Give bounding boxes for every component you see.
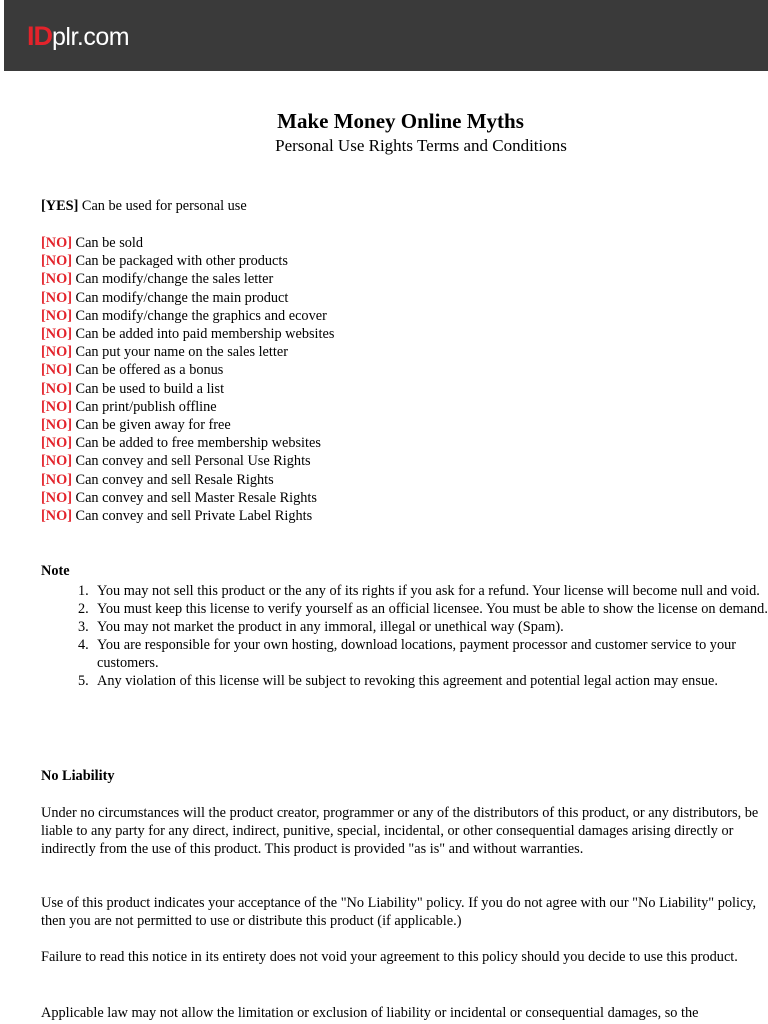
rights-item-text: Can modify/change the main product bbox=[71, 289, 289, 306]
liability-paragraph: Applicable law may not allow the limitation or exclusion of liability or incidental or consequential damages, so the bbox=[41, 1005, 699, 1021]
rights-item-text: Can modify/change the graphics and ecover bbox=[71, 307, 327, 324]
note-number: 3. bbox=[78, 619, 89, 635]
rights-no-item bbox=[41, 234, 143, 252]
note-item bbox=[41, 600, 768, 618]
rights-item-text: Can be added to free membership websites bbox=[71, 435, 321, 452]
rights-item-text: Can be offered as a bonus bbox=[71, 362, 224, 379]
no-tag: [NO] bbox=[41, 362, 72, 379]
no-tag: [NO] bbox=[41, 289, 72, 306]
rights-no-item bbox=[41, 471, 274, 489]
no-tag: [NO] bbox=[41, 471, 72, 488]
rights-no-item bbox=[41, 416, 231, 434]
no-tag: [NO] bbox=[41, 253, 72, 270]
note-number: 5. bbox=[78, 673, 89, 689]
rights-item-text: Can be used for personal use bbox=[78, 198, 247, 214]
note-number: 2. bbox=[78, 601, 89, 617]
page-subtitle: Personal Use Rights Terms and Conditions bbox=[275, 136, 567, 155]
site-header bbox=[4, 0, 768, 71]
note-text: You are responsible for your own hosting, download locations, payment processor and customer service to your customers. bbox=[97, 637, 736, 671]
rights-item-text: Can put your name on the sales letter bbox=[71, 344, 288, 361]
idplr-logo[interactable] bbox=[27, 18, 129, 54]
rights-item-text: Can convey and sell Master Resale Rights bbox=[71, 489, 317, 506]
note-heading: Note bbox=[41, 563, 70, 579]
rights-no-item bbox=[41, 343, 288, 361]
rights-item-text: Can convey and sell Resale Rights bbox=[71, 471, 274, 488]
rights-no-item bbox=[41, 307, 327, 325]
rights-no-item bbox=[41, 452, 311, 470]
rights-item-text: Can be packaged with other products bbox=[71, 253, 288, 270]
rights-no-item bbox=[41, 398, 217, 416]
rights-no-item bbox=[41, 325, 334, 343]
no-tag: [NO] bbox=[41, 453, 72, 470]
no-tag: [NO] bbox=[41, 435, 72, 452]
rights-no-item bbox=[41, 507, 312, 525]
rights-item-text: Can be used to build a list bbox=[71, 380, 225, 397]
no-tag: [NO] bbox=[41, 326, 72, 342]
rights-no-item bbox=[41, 380, 224, 398]
rights-item-text: Can print/publish offline bbox=[71, 398, 217, 415]
no-tag: [NO] bbox=[41, 235, 72, 251]
note-item bbox=[41, 582, 768, 600]
note-text: You may not sell this product or the any of its rights if you ask for a refund. Your license will become null and void. bbox=[97, 583, 760, 599]
note-list bbox=[41, 582, 768, 690]
note-text: Any violation of this license will be subject to revoking this agreement and potential legal action may ensue. bbox=[97, 673, 718, 689]
rights-no-item bbox=[41, 252, 288, 270]
rights-no-item bbox=[41, 361, 223, 379]
rights-item-text: Can be sold bbox=[71, 235, 144, 251]
note-number: 4. bbox=[78, 637, 89, 653]
note-text: You may not market the product in any immoral, illegal or unethical way (Spam). bbox=[97, 619, 564, 635]
no-tag: [NO] bbox=[41, 307, 72, 324]
no-tag: [NO] bbox=[41, 344, 72, 361]
rights-item-text: Can convey and sell Personal Use Rights bbox=[71, 453, 311, 470]
note-item bbox=[41, 636, 768, 672]
no-tag: [NO] bbox=[41, 271, 72, 288]
liability-paragraph: Use of this product indicates your acceptance of the "No Liability" policy. If you do not agree with our "No Liability" policy, then you are not permitted to use or distribute this product (if applicable.) bbox=[41, 895, 757, 929]
rights-item-text: Can convey and sell Private Label Rights bbox=[71, 508, 313, 524]
liability-heading: No Liability bbox=[41, 768, 115, 784]
page-title: Make Money Online Myths bbox=[277, 109, 524, 133]
rights-item-text: Can modify/change the sales letter bbox=[71, 271, 274, 288]
rights-yes-item bbox=[41, 197, 247, 215]
rights-item-text: Can be added into paid membership websites bbox=[71, 326, 335, 342]
rights-no-item bbox=[41, 270, 273, 288]
note-text: You must keep this license to verify yourself as an official licensee. You must be able to show the license on demand. bbox=[97, 601, 768, 617]
note-number: 1. bbox=[78, 583, 89, 599]
no-tag: [NO] bbox=[41, 398, 72, 415]
logo-id-text: ID bbox=[27, 21, 52, 51]
rights-item-text: Can be given away for free bbox=[71, 417, 231, 433]
note-item bbox=[41, 618, 768, 636]
liability-paragraph: Failure to read this notice in its entirety does not void your agreement to this policy should you decide to use this product. bbox=[41, 949, 738, 965]
no-tag: [NO] bbox=[41, 489, 72, 506]
rights-no-item bbox=[41, 289, 288, 307]
note-item bbox=[41, 672, 768, 690]
yes-tag: [YES] bbox=[41, 198, 79, 214]
rights-no-item bbox=[41, 489, 317, 507]
rights-no-item bbox=[41, 434, 321, 452]
no-tag: [NO] bbox=[41, 417, 72, 433]
no-tag: [NO] bbox=[41, 380, 72, 397]
liability-paragraph: Under no circumstances will the product creator, programmer or any of the distributors of this product, or any distributors, be liable to any party for any direct, indirect, punitive, special, incidental, or other consequential damages arising directly or indirectly from the use of this product. This product is provided "as is" and without warranties. bbox=[41, 805, 759, 857]
logo-domain-text: plr.com bbox=[52, 23, 130, 51]
no-tag: [NO] bbox=[41, 508, 72, 524]
